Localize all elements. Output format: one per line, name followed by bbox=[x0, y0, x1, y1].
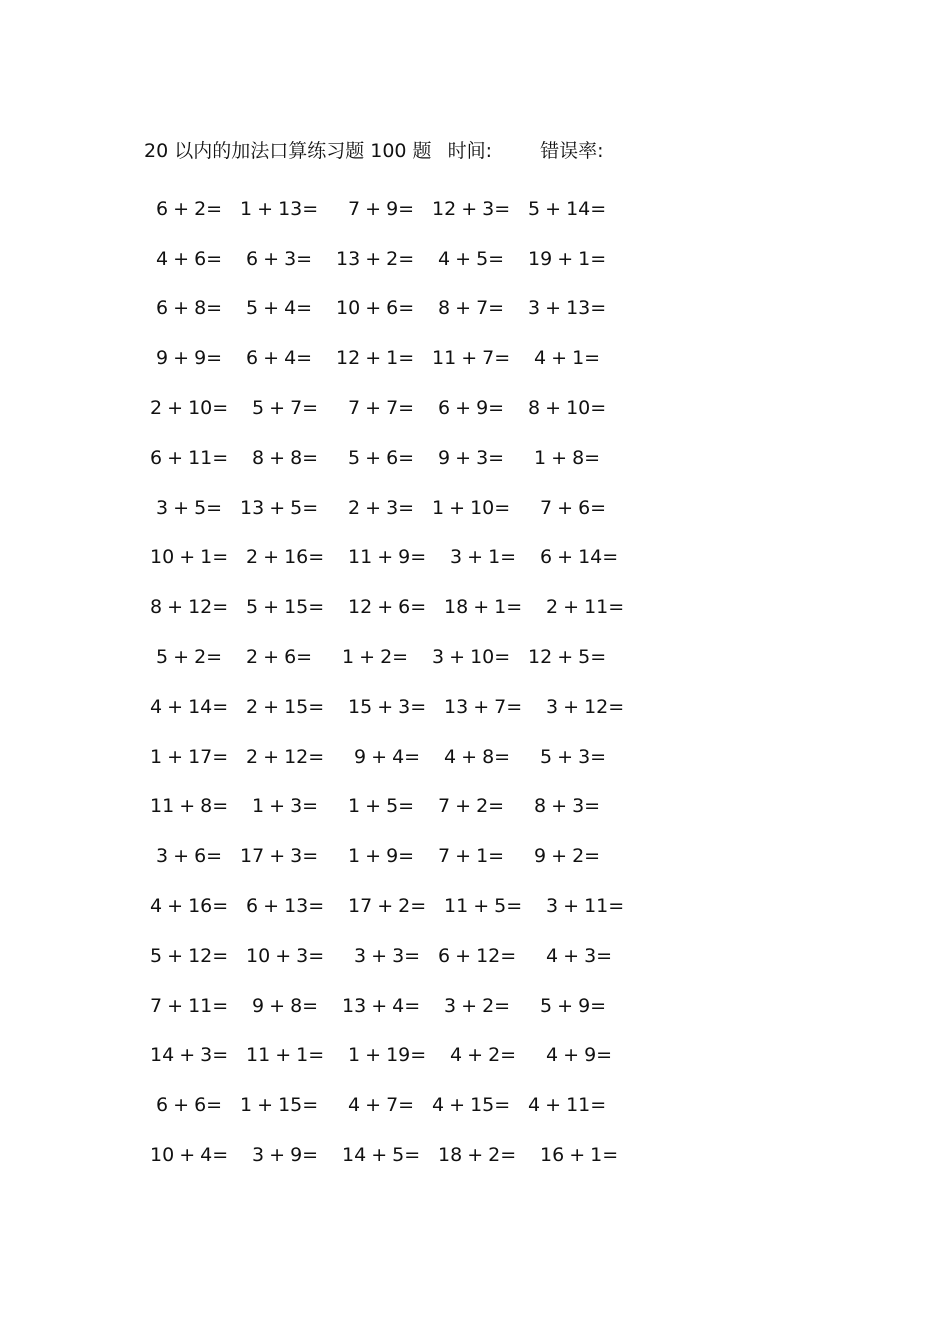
problem-item: 2 + 10= bbox=[150, 397, 229, 420]
problem-item: 11 + 5= bbox=[444, 895, 523, 918]
problem-row bbox=[144, 533, 644, 583]
problem-item: 12 + 5= bbox=[528, 646, 607, 669]
problem-item: 7 + 6= bbox=[540, 496, 607, 519]
problem-item: 1 + 8= bbox=[534, 446, 601, 469]
problem-item: 5 + 2= bbox=[156, 646, 223, 669]
problem-item: 2 + 11= bbox=[546, 596, 625, 619]
problem-item: 1 + 2= bbox=[342, 646, 409, 669]
problem-item: 5 + 4= bbox=[246, 297, 313, 320]
problem-item: 5 + 12= bbox=[150, 944, 229, 967]
problem-item: 13 + 4= bbox=[342, 994, 421, 1017]
problem-row bbox=[144, 682, 644, 732]
problem-item: 6 + 9= bbox=[438, 397, 505, 420]
problem-item: 2 + 6= bbox=[246, 646, 313, 669]
problem-item: 13 + 5= bbox=[240, 496, 319, 519]
problem-item: 18 + 2= bbox=[438, 1144, 517, 1167]
problem-item: 10 + 6= bbox=[336, 297, 415, 320]
problem-item: 12 + 1= bbox=[336, 347, 415, 370]
problem-row bbox=[144, 234, 644, 284]
problem-item: 4 + 8= bbox=[444, 745, 511, 768]
problem-item: 7 + 9= bbox=[348, 197, 415, 220]
problem-item: 3 + 10= bbox=[432, 646, 511, 669]
problem-row bbox=[144, 782, 644, 832]
problem-item: 4 + 2= bbox=[450, 1044, 517, 1067]
problem-item: 11 + 8= bbox=[150, 795, 229, 818]
problem-item: 3 + 6= bbox=[156, 845, 223, 868]
problem-item: 6 + 8= bbox=[156, 297, 223, 320]
problem-item: 11 + 7= bbox=[432, 347, 511, 370]
problem-item: 5 + 7= bbox=[252, 397, 319, 420]
problem-item: 10 + 3= bbox=[246, 944, 325, 967]
problem-item: 3 + 2= bbox=[444, 994, 511, 1017]
problem-row bbox=[144, 582, 644, 632]
problem-item: 4 + 9= bbox=[546, 1044, 613, 1067]
worksheet-title: 20 以内的加法口算练习题 100 题 bbox=[144, 140, 432, 162]
problem-item: 19 + 1= bbox=[528, 247, 607, 270]
problem-item: 14 + 5= bbox=[342, 1144, 421, 1167]
problem-grid bbox=[144, 184, 644, 1180]
problem-item: 3 + 11= bbox=[546, 895, 625, 918]
problem-item: 8 + 7= bbox=[438, 297, 505, 320]
problem-item: 4 + 14= bbox=[150, 695, 229, 718]
problem-item: 3 + 3= bbox=[354, 944, 421, 967]
problem-item: 13 + 2= bbox=[336, 247, 415, 270]
problem-item: 1 + 13= bbox=[240, 197, 319, 220]
problem-row bbox=[144, 1080, 644, 1130]
problem-item: 5 + 14= bbox=[528, 197, 607, 220]
problem-row bbox=[144, 483, 644, 533]
problem-item: 4 + 7= bbox=[348, 1094, 415, 1117]
problem-item: 8 + 8= bbox=[252, 446, 319, 469]
problem-item: 4 + 15= bbox=[432, 1094, 511, 1117]
problem-item: 4 + 11= bbox=[528, 1094, 607, 1117]
problem-item: 2 + 3= bbox=[348, 496, 415, 519]
problem-row bbox=[144, 981, 644, 1031]
problem-item: 18 + 1= bbox=[444, 596, 523, 619]
problem-item: 6 + 13= bbox=[246, 895, 325, 918]
problem-item: 6 + 11= bbox=[150, 446, 229, 469]
problem-item: 12 + 6= bbox=[348, 596, 427, 619]
problem-item: 9 + 2= bbox=[534, 845, 601, 868]
problem-item: 7 + 1= bbox=[438, 845, 505, 868]
problem-item: 4 + 6= bbox=[156, 247, 223, 270]
problem-item: 7 + 7= bbox=[348, 397, 415, 420]
problem-row bbox=[144, 333, 644, 383]
problem-item: 1 + 15= bbox=[240, 1094, 319, 1117]
problem-item: 16 + 1= bbox=[540, 1144, 619, 1167]
error-rate-label: 错误率: bbox=[540, 140, 604, 162]
problem-item: 1 + 19= bbox=[348, 1044, 427, 1067]
problem-row bbox=[144, 433, 644, 483]
problem-item: 4 + 1= bbox=[534, 347, 601, 370]
problem-item: 3 + 5= bbox=[156, 496, 223, 519]
problem-item: 3 + 12= bbox=[546, 695, 625, 718]
problem-item: 9 + 8= bbox=[252, 994, 319, 1017]
problem-item: 1 + 5= bbox=[348, 795, 415, 818]
problem-item: 3 + 1= bbox=[450, 546, 517, 569]
problem-item: 8 + 12= bbox=[150, 596, 229, 619]
problem-item: 11 + 9= bbox=[348, 546, 427, 569]
problem-item: 6 + 3= bbox=[246, 247, 313, 270]
problem-item: 15 + 3= bbox=[348, 695, 427, 718]
problem-row bbox=[144, 1130, 644, 1180]
problem-item: 3 + 13= bbox=[528, 297, 607, 320]
problem-item: 1 + 3= bbox=[252, 795, 319, 818]
problem-item: 13 + 7= bbox=[444, 695, 523, 718]
problem-item: 9 + 3= bbox=[438, 446, 505, 469]
problem-item: 2 + 16= bbox=[246, 546, 325, 569]
problem-row bbox=[144, 1031, 644, 1081]
problem-row bbox=[144, 184, 644, 234]
problem-item: 4 + 16= bbox=[150, 895, 229, 918]
problem-item: 9 + 4= bbox=[354, 745, 421, 768]
problem-item: 9 + 9= bbox=[156, 347, 223, 370]
problem-item: 4 + 5= bbox=[438, 247, 505, 270]
worksheet-header bbox=[144, 136, 603, 166]
problem-item: 5 + 3= bbox=[540, 745, 607, 768]
problem-item: 5 + 15= bbox=[246, 596, 325, 619]
problem-item: 6 + 14= bbox=[540, 546, 619, 569]
problem-row bbox=[144, 881, 644, 931]
problem-item: 2 + 15= bbox=[246, 695, 325, 718]
problem-row bbox=[144, 931, 644, 981]
problem-item: 10 + 1= bbox=[150, 546, 229, 569]
problem-row bbox=[144, 383, 644, 433]
problem-item: 1 + 17= bbox=[150, 745, 229, 768]
problem-item: 2 + 12= bbox=[246, 745, 325, 768]
problem-item: 6 + 2= bbox=[156, 197, 223, 220]
problem-item: 4 + 3= bbox=[546, 944, 613, 967]
problem-item: 11 + 1= bbox=[246, 1044, 325, 1067]
problem-item: 5 + 6= bbox=[348, 446, 415, 469]
problem-item: 7 + 2= bbox=[438, 795, 505, 818]
problem-item: 17 + 3= bbox=[240, 845, 319, 868]
problem-item: 8 + 3= bbox=[534, 795, 601, 818]
problem-item: 10 + 4= bbox=[150, 1144, 229, 1167]
problem-row bbox=[144, 632, 644, 682]
problem-item: 6 + 4= bbox=[246, 347, 313, 370]
problem-item: 14 + 3= bbox=[150, 1044, 229, 1067]
problem-item: 1 + 9= bbox=[348, 845, 415, 868]
problem-item: 1 + 10= bbox=[432, 496, 511, 519]
problem-item: 5 + 9= bbox=[540, 994, 607, 1017]
problem-item: 6 + 6= bbox=[156, 1094, 223, 1117]
time-label: 时间: bbox=[447, 140, 493, 162]
problem-item: 7 + 11= bbox=[150, 994, 229, 1017]
problem-row bbox=[144, 831, 644, 881]
problem-row bbox=[144, 732, 644, 782]
problem-item: 12 + 3= bbox=[432, 197, 511, 220]
problem-item: 17 + 2= bbox=[348, 895, 427, 918]
problem-row bbox=[144, 284, 644, 334]
problem-item: 3 + 9= bbox=[252, 1144, 319, 1167]
problem-item: 8 + 10= bbox=[528, 397, 607, 420]
problem-item: 6 + 12= bbox=[438, 944, 517, 967]
